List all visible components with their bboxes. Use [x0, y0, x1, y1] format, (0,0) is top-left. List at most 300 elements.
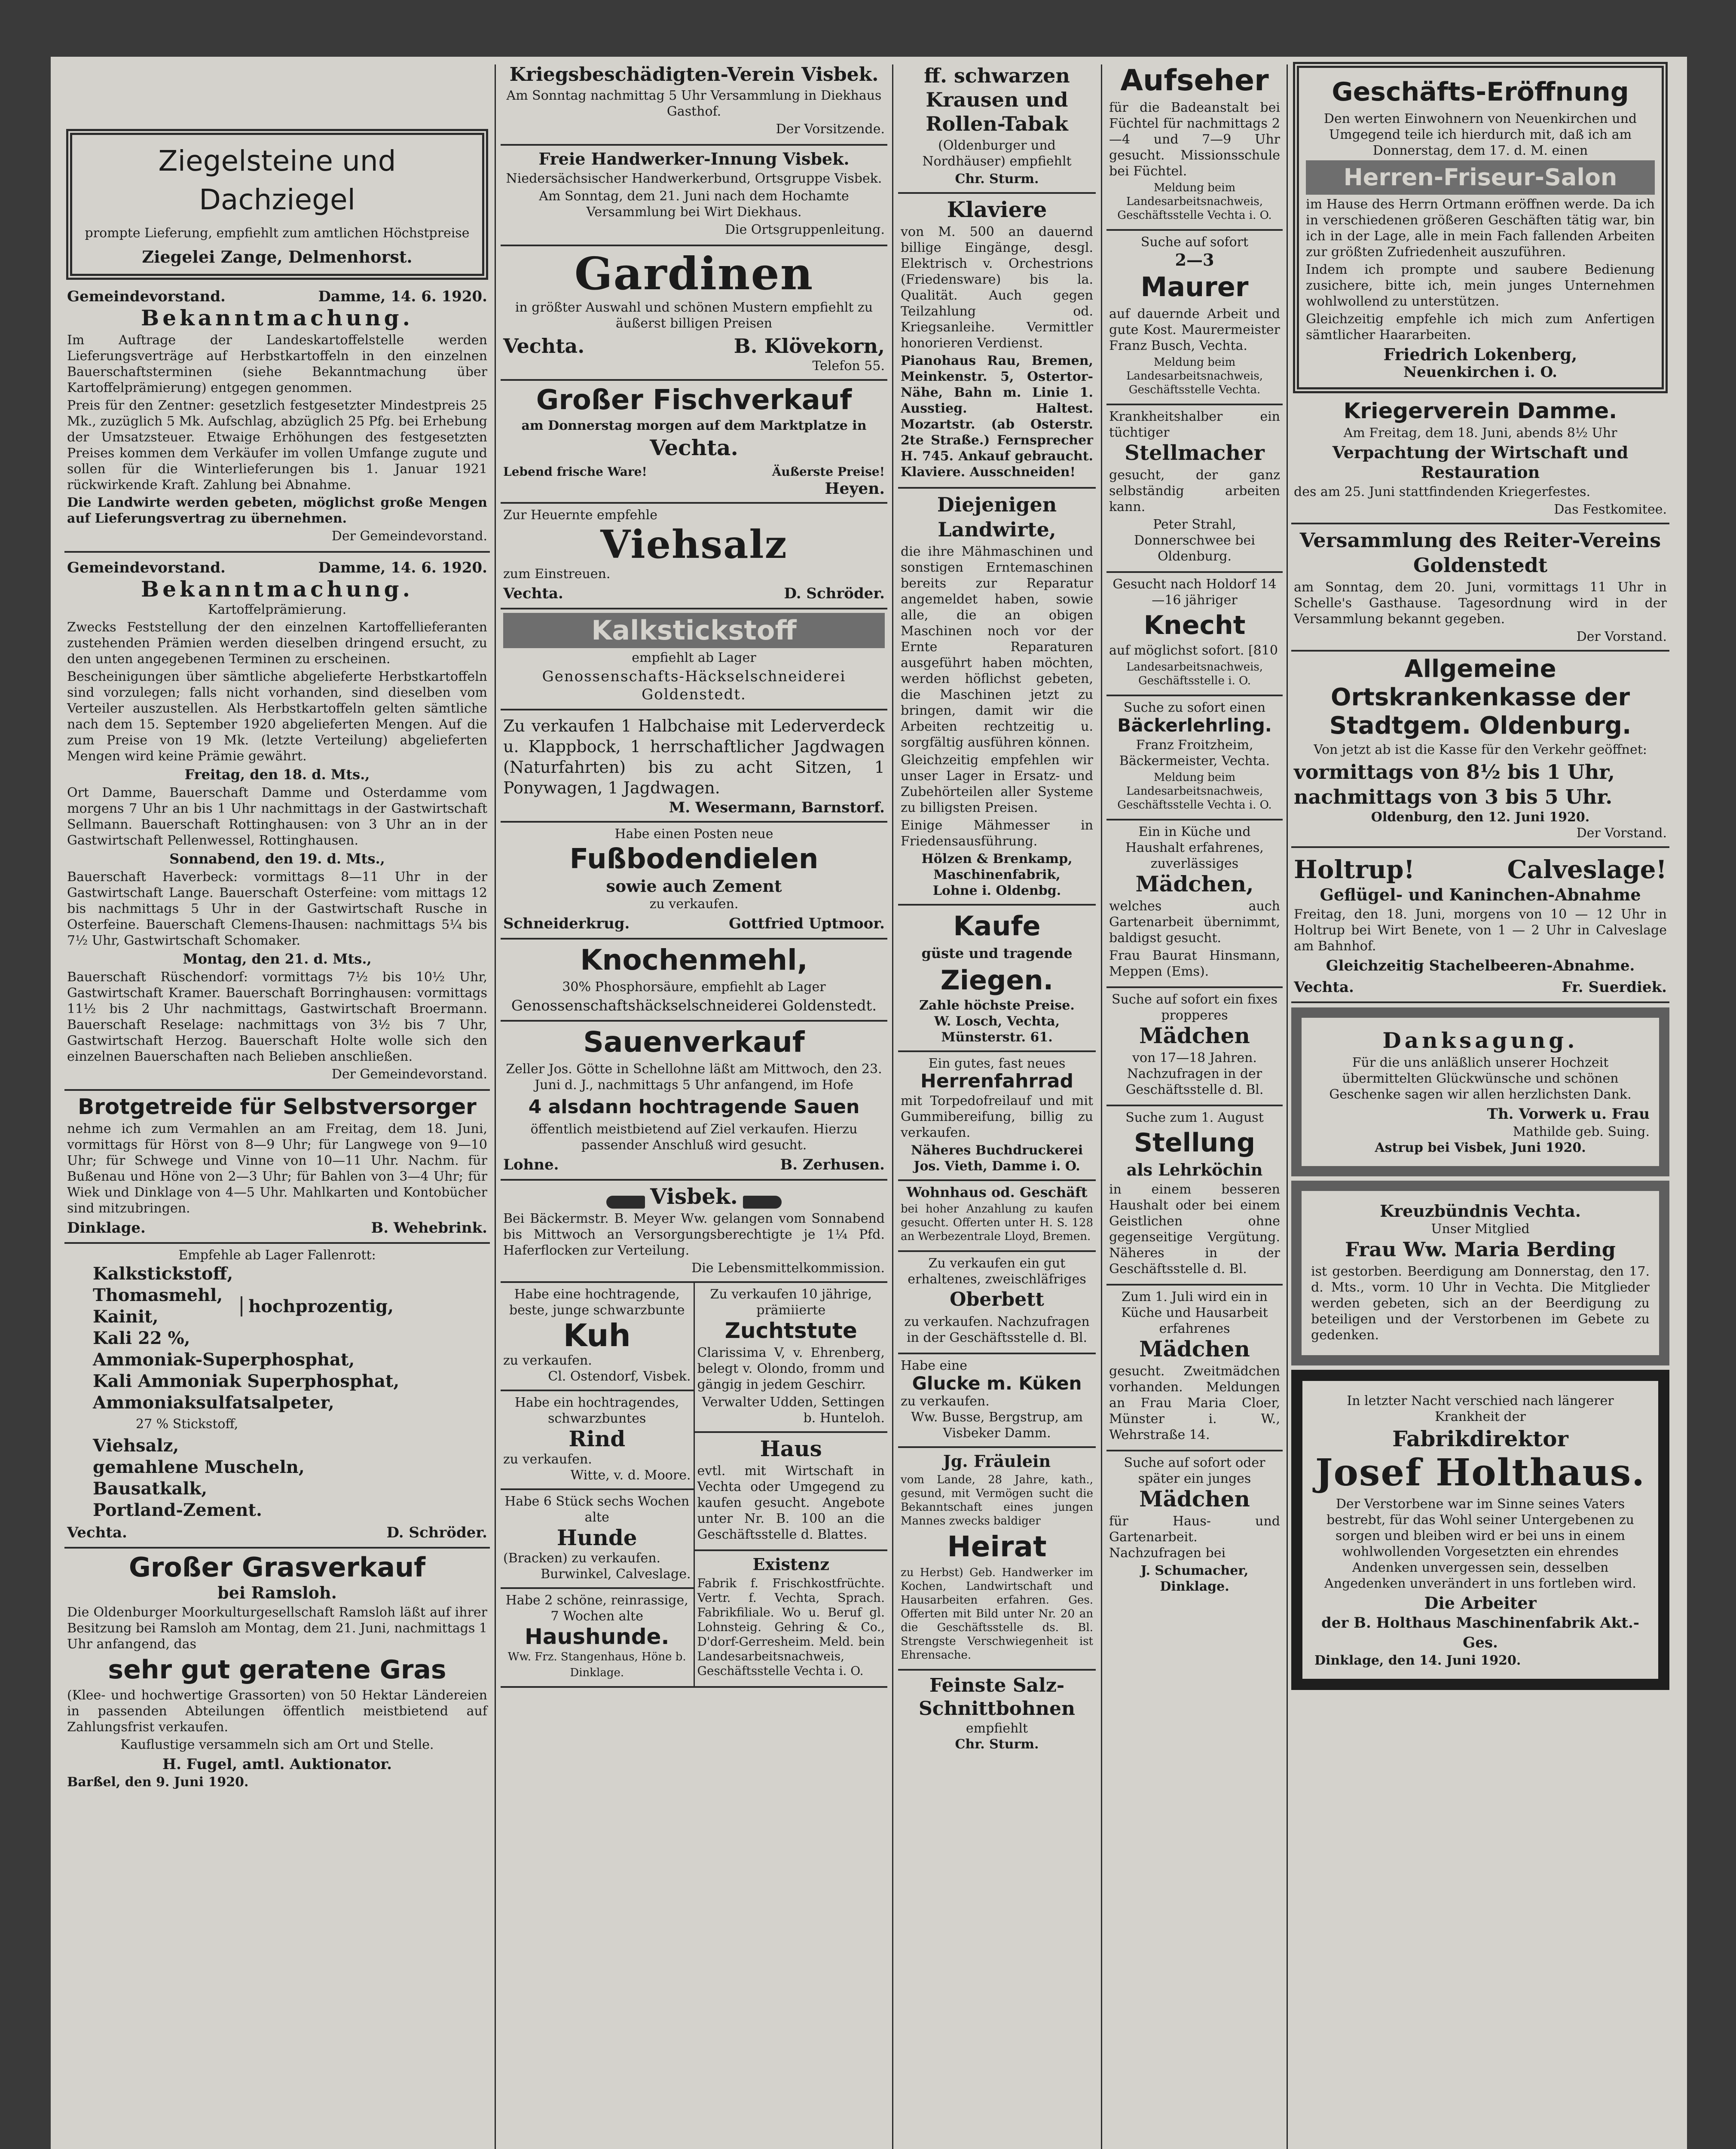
duenger-intro: Empfehle ab Lager Fallenrott: — [178, 1248, 376, 1263]
hand-title: Freie Handwerker-Innung Visbek. — [538, 149, 850, 168]
gras-firm: H. Fugel, amtl. Auktionator. — [162, 1756, 392, 1773]
zucht-sign: Verwalter Udden, Settingen b. Hunteloh. — [702, 1395, 885, 1426]
ad-wohnhaus — [898, 1181, 1096, 1252]
fuss-sub: sowie auch Zement — [606, 876, 782, 896]
wohn-text: bei hoher Anzahlung zu kaufen gesucht. Offerten unter H. S. 128 an Werbezentrale Lloyd, Bremen. — [901, 1203, 1093, 1243]
dank-text: Für die uns anläßlich unserer Hochzeit übermittelten Glückwünsche und schönen Geschenke sagen wir allen herzlichsten Dank. — [1329, 1055, 1632, 1102]
bek2-d1: Freitag, den 18. d. Mts., — [184, 766, 370, 783]
holt-name: Josef Holthaus. — [1315, 1451, 1646, 1494]
ad-fussbodendielen — [501, 823, 887, 940]
haush-title: Haushunde. — [525, 1624, 669, 1649]
baeck-title: Bäckerlehrling. — [1117, 715, 1272, 736]
maurer-pre: Suche auf sofort — [1140, 235, 1249, 250]
maed3-text: gesucht. Zweitmädchen vorhanden. Meldungen an Frau Maria Cloer, Münster i. W., Wehrstraße 14. — [1109, 1364, 1280, 1442]
ad-haushunde — [501, 1589, 694, 1686]
maed4-sign: J. Schumacher, Dinklage. — [1140, 1563, 1249, 1594]
landw-place: Lohne i. Oldenbg. — [932, 883, 1061, 898]
maed2-pre: Suche auf sofort ein fixes propperes — [1112, 992, 1278, 1023]
ad-tabak — [898, 60, 1096, 194]
pointing-hand-icon — [743, 1196, 782, 1209]
kreuz-name: Frau Ww. Maria Berding — [1345, 1238, 1616, 1261]
ad-aufseher — [1106, 60, 1283, 231]
holt-sign: Die Arbeiter — [1424, 1593, 1537, 1613]
friseur-text2: im Hause des Herrn Ortmann eröffnen werde. Da ich in verschiedenen größeren Geschäften tätig war, bin ich in der Lage, alle in mein Fach fallenden Arbeiten zur größten Zufriedenheit auszuführen. — [1306, 197, 1655, 260]
holt-text: Der Verstorbene war im Sinne seines Vaters bestrebt, für das Wohl seiner Untergebenen zu sorgen und bleiben wird er bei uns in einem wohlwollenden Vorgesetzten ein ehrendes Andenken unvergessen sein, desselben Angedenken unverändert in uns fortleben wird. — [1324, 1497, 1636, 1591]
heirat-pre: Jg. Fräulein — [943, 1451, 1051, 1471]
kriegerv-title: Kriegerverein Damme. — [1343, 398, 1617, 423]
rind-pre: Habe ein hochtragendes, schwarzbuntes — [514, 1395, 679, 1426]
landw-text3: Einige Mähmesser in Friedensausführung. — [901, 818, 1093, 849]
baeck-text: Franz Froitzheim, Bäckermeister, Vechta. — [1119, 738, 1270, 768]
column-rule — [892, 64, 893, 2149]
friseur-title: Geschäfts-Eröffnung — [1332, 77, 1629, 107]
kriegerv-sign: Das Festkomitee. — [1554, 502, 1667, 517]
maed3-pre: Zum 1. Juli wird ein in Küche und Hausarbeit erfahrenes — [1121, 1289, 1268, 1336]
duenger-item: Viehsalz, — [93, 1436, 179, 1456]
bek2-subtitle: Kartoffelprämierung. — [208, 602, 347, 617]
gard-left: Vechta. — [503, 334, 585, 358]
hunde-title: Hunde — [556, 1525, 637, 1550]
klav-text: von M. 500 an dauernd billige Eingänge, desgl. Elektrisch v. Orchestrions (Friedensware) bis la. Qualität. Auch gegen Teilzahlung od. Kriegsanleihe. Vermittler honorieren Verdienst. — [901, 224, 1093, 351]
krieg-title: Kriegsbeschädigten-Verein Visbek. — [509, 64, 879, 86]
maed4-title: Mädchen — [1139, 1486, 1250, 1512]
ad-schnittbohnen — [898, 1671, 1096, 1757]
kalk-text: empfiehlt ab Lager — [632, 650, 756, 665]
duenger-left: Vechta. — [67, 1524, 127, 1541]
column-5 — [1291, 60, 1669, 2149]
friseur-sign: Friedrich Lokenberg, — [1383, 345, 1577, 364]
herren-text: mit Torpedofreilauf und mit Gummibereifung, billig zu verkaufen. — [901, 1093, 1093, 1140]
kuh-sign: Cl. Ostendorf, Visbek. — [548, 1369, 691, 1384]
bek2-d3: Montag, den 21. d. Mts., — [183, 951, 372, 967]
friseur-title2: Herren-Friseur-Salon — [1306, 160, 1655, 195]
ad-maedchen-2 — [1106, 988, 1283, 1106]
ad-maedchen-3 — [1106, 1286, 1283, 1451]
gras-sub: bei Ramsloh. — [217, 1583, 337, 1602]
ad-heirat — [898, 1448, 1096, 1671]
maed2-text: von 17—18 Jahren. Nachzufragen in der Geschäftsstelle d. Bl. — [1125, 1050, 1264, 1097]
ad-reiterverein — [1291, 524, 1669, 652]
gard-tel: Telefon 55. — [812, 358, 885, 373]
bek2-d2: Sonnabend, den 19. d. Mts., — [169, 851, 385, 867]
ziegen-title: Kaufe — [953, 910, 1041, 942]
duenger-item: Portland-Zement. — [93, 1500, 262, 1520]
kuh-title: Kuh — [563, 1317, 631, 1353]
ad-viehsalz — [501, 504, 887, 609]
ad-stellung — [1106, 1106, 1283, 1286]
fisch-place: Vechta. — [650, 435, 738, 460]
maed3-title: Mädchen — [1139, 1336, 1250, 1362]
ad-zuchtstute — [695, 1283, 888, 1433]
duenger-stickstoff: 27 % Stickstoff, — [136, 1417, 238, 1432]
duenger-item: Kali 22 %, — [93, 1328, 190, 1348]
bohnen-sign: Chr. Sturm. — [955, 1737, 1039, 1752]
holtrup-right: Fr. Suerdiek. — [1562, 979, 1667, 996]
landw-title: Diejenigen Landwirte, — [937, 493, 1057, 541]
rind-sign: Witte, v. d. Moore. — [570, 1468, 691, 1483]
gard-right: B. Klövekorn, — [734, 334, 885, 358]
gras-text: Die Oldenburger Moorkulturgesellschaft Ramsloh läßt auf ihrer Besitzung bei Ramsloh am Montag, dem 21. Juni, nachmittags 1 Uhr anfangend, das — [67, 1605, 487, 1652]
ziegen-title2: Ziegen. — [940, 964, 1054, 996]
stell-sign: Peter Strahl, Donnerschwee bei Oldenburg. — [1134, 517, 1255, 564]
friseur-text4: Gleichzeitig empfehle ich mich zum Anfertigen sämtlicher Haararbeiten. — [1306, 312, 1655, 343]
knecht-sign: Landesarbeitsnachweis, Geschäftsstelle i. O. — [1126, 661, 1263, 687]
reiter-title: Versammlung des Reiter-Vereins Goldenstedt — [1299, 529, 1661, 577]
ad-baeckerlehrling — [1106, 696, 1283, 820]
sauen-text: Zeller Jos. Götte in Schellohne läßt am Mittwoch, den 23. Juni d. J., nachmittags 5 Uhr anfangend, im Hofe — [506, 1062, 882, 1093]
fuss-title: Fußbodendielen — [569, 843, 819, 875]
klav-text2: Pianohaus Rau, Bremen, Meinkenstr. 5, Ostertor-Nähe, Bahn m. Linie 1. Ausstieg. Haltest. Mozartstr. (ab Osterstr. 2te Straße.) Fernsprecher H. 745. Ankauf gebraucht. Klaviere. Ausschneiden! — [901, 353, 1093, 480]
ad-sauenverkauf — [501, 1022, 887, 1181]
hand-sign: Die Ortsgruppenleitung. — [724, 222, 885, 237]
ziegen-text: Zahle höchste Preise. — [919, 998, 1075, 1013]
gard-title: Gardinen — [574, 247, 814, 300]
rind-text: zu verkaufen. — [503, 1452, 592, 1467]
zucht-title: Zuchtstute — [724, 1318, 857, 1343]
brot-text: nehme ich zum Vermahlen an am Freitag, dem 18. Juni, vormittags für Hörst von 8—9 Uhr; für Langwege von 9—10 Uhr; für Schwege und Vinne von 10—11 Uhr. Nachm. für Bußenau und Höne von 2—3 Uhr; für Bahlen von 3—4 Uhr; für Wiek und Dinklage von 4—5 Uhr. Mahlkarten und Kontobücher sind mitzubringen. — [67, 1121, 487, 1216]
ad-kriegerverein — [1291, 395, 1669, 524]
brot-right: B. Wehebrink. — [371, 1219, 487, 1237]
ad-herrenfahrrad — [898, 1052, 1096, 1181]
kreuz-text: ist gestorben. Beerdigung am Donnerstag, den 17. d. Mts., vorm. 10 Uhr in Vechta. Die Mitglieder werden gebeten, sich an der Beerdigung zu beteiligen und der Verstorbenen im Gebete zu gedenken. — [1311, 1264, 1650, 1343]
dank-place: Astrup bei Visbek, Juni 1920. — [1375, 1140, 1586, 1155]
bohnen-title: Feinste Salz-Schnittbohnen — [919, 1675, 1075, 1720]
ober-title: Oberbett — [950, 1289, 1044, 1310]
maed4-text: für Haus- und Gartenarbeit. Nachzufragen bei — [1109, 1514, 1280, 1561]
tabak-sign: Chr. Sturm. — [955, 171, 1039, 187]
zuverk-sign: M. Wesermann, Barnstorf. — [669, 799, 885, 816]
pointing-hand-icon — [606, 1196, 645, 1209]
bek1-sign: Der Gemeindevorstand. — [331, 529, 487, 544]
dank-sign2: Mathilde geb. Suing. — [1513, 1124, 1650, 1139]
ad-zu-verkaufen-wagen — [501, 710, 887, 823]
heirat-text: vom Lande, 28 Jahre, kath., gesund, mit Vermögen sucht die Bekanntschaft eines jungen Mannes zwecks baldiger — [901, 1473, 1093, 1528]
maurer-title: Maurer — [1140, 271, 1249, 303]
bek2-p3: Ort Damme, Bauerschaft Damme und Osterdamme vom morgens 7 Uhr an bis 1 Uhr nachmittags in der Gastwirtschaft Sellmann. Bauerschaft Rottinghausen: von 3 Uhr an in der Gastwirtschaft Pellenwessel, Rottinghausen. — [67, 785, 487, 848]
bohnen-text: empfiehlt — [966, 1721, 1028, 1736]
bek2-meta-left: Gemeindevorstand. — [67, 559, 226, 576]
maurer-text: auf dauernde Arbeit und gute Kost. Maurermeister Franz Busch, Vechta. — [1109, 306, 1280, 353]
knecht-text: auf möglichst sofort. [810 — [1109, 643, 1278, 658]
fisch-title: Großer Fischverkauf — [536, 384, 852, 416]
duenger-bracket: hochprozentig, — [241, 1296, 394, 1316]
ad-ziegel — [66, 129, 488, 280]
friseur-text: Den werten Einwohnern von Neuenkirchen und Umgegend teile ich hierdurch mit, daß ich am Donnerstag, dem 17. d. M. einen — [1323, 111, 1637, 158]
stellung-sub: als Lehrköchin — [1126, 1160, 1263, 1179]
wohn-title: Wohnhaus od. Geschäft — [906, 1184, 1088, 1200]
duenger-item: Kali Ammoniak Superphosphat, — [93, 1371, 400, 1391]
stell-title: Stellmacher — [1125, 441, 1265, 465]
haus-title: Haus — [760, 1436, 822, 1461]
ziegen-sign: W. Losch, Vechta, Münsterstr. 61. — [934, 1014, 1060, 1045]
hand-text: Am Sonntag, dem 21. Juni nach dem Hochamte Versammlung bei Wirt Diekhaus. — [539, 189, 849, 220]
column-rule — [1101, 64, 1102, 2149]
duenger-right: D. Schröder. — [386, 1524, 487, 1541]
bek2-p2: Bescheinigungen über sämtliche abgelieferte Herbstkartoffeln sind vorzulegen; falls nicht vorhanden, sind dieselben vom Verteiler auszustellen. Als Herbstkartoffeln gelten sämtliche nach dem 15. September 1920 abgelieferten Mengen. Auf die zum Preise von 19 Mk. (letzte Verteilung) abgelieferten Mengen wird keine Prämie gewährt. — [67, 669, 487, 764]
bek1-p1: Im Auftrage der Landeskartoffelstelle werden Lieferungsverträge auf Herbstkartoffeln in den einzelnen Bauerschaftsterminen (siehe Bekanntmachung über Kartoffelprämierung) entgegen genommen. — [67, 333, 487, 395]
duenger-item: Ammoniak-Superphosphat, — [93, 1350, 355, 1370]
column-1 — [64, 60, 490, 2149]
holtrup-title-left: Holtrup! — [1294, 855, 1415, 884]
maed2-title: Mädchen — [1139, 1023, 1250, 1048]
ad-visbek — [501, 1181, 887, 1283]
sauen-big: 4 alsdann hochtragende Sauen — [528, 1096, 860, 1118]
bek2-meta-right: Damme, 14. 6. 1920. — [318, 559, 487, 576]
maurer-count: 2—3 — [1175, 250, 1214, 269]
ad-fischverkauf — [501, 381, 887, 504]
ziegel-title: Ziegelsteine und Dachziegel — [158, 144, 396, 216]
fuss-right: Gottfried Uptmoor. — [729, 915, 885, 932]
fisch-left: Lebend frische Ware! — [503, 465, 647, 479]
vieh-left: Vechta. — [503, 585, 563, 602]
ad-geschaeftseroeffnung — [1293, 62, 1668, 393]
stellung-text: in einem besseren Haushalt oder bei einem Geistlichen ohne gegenseitige Vergütung. Näheres in der Geschäftsstelle d. Bl. — [1109, 1182, 1280, 1277]
aok-text: Von jetzt ab ist die Kasse für den Verkehr geöffnet: — [1314, 742, 1647, 757]
reiter-sign: Der Vorstand. — [1576, 629, 1667, 644]
duenger-item: Kainit, — [93, 1307, 159, 1327]
heirat-text2: zu Herbst) Geb. Handwerker im Kochen, Landwirtschaft und Hausarbeiten erfahren. Ges. Offerten mit Bild unter Nr. 20 an die Geschäftsstelle ds. Bl. Strengste Verschwiegenheit ist Ehrensache. — [901, 1566, 1093, 1662]
knoch-firm: Genossenschaftshäckselschneiderei Goldenstedt. — [511, 997, 877, 1014]
duenger-item: Kalkstickstoff, — [93, 1264, 233, 1284]
vieh-title: Viehsalz — [600, 522, 788, 567]
stellung-title: Stellung — [1134, 1128, 1256, 1158]
maurer-sign: Meldung beim Landesarbeitsnachweis, Geschäftsstelle Vechta. — [1126, 356, 1263, 396]
dank-sign: Th. Vorwerk u. Frau — [1487, 1105, 1650, 1123]
column-4 — [1106, 60, 1283, 2149]
ziegel-firm: Ziegelei Zange, Delmenhorst. — [142, 247, 413, 266]
kalk-firm: Genossenschafts-Häckselschneiderei Goldenstedt. — [542, 668, 846, 703]
tabak-title: ff. schwarzen Krausen und Rollen-Tabak — [924, 64, 1070, 135]
fisch-text: am Donnerstag morgen auf dem Marktplatze in — [521, 418, 867, 433]
fuss-pre: Habe einen Posten neue — [614, 827, 773, 842]
gras-text2: (Klee- und hochwertige Grassorten) von 50 Hektar Ländereien in passenden Abteilungen öffentlich meistbietend auf Zahlungsfrist verkaufen. — [67, 1688, 487, 1735]
ad-haus — [695, 1433, 888, 1551]
ad-maedchen-4 — [1106, 1451, 1283, 1600]
ad-bekanntmachung-2 — [64, 553, 490, 1091]
brot-left: Dinklage. — [67, 1219, 146, 1237]
maed1-title: Mädchen, — [1135, 871, 1254, 897]
krieg-sign: Der Vorsitzende. — [776, 122, 885, 137]
bek2-p4: Bauerschaft Haverbeck: vormittags 8—11 Uhr in der Gastwirtschaft Lange. Bauerschaft Osterfeine: vom mittags 12 bis nachmittags 5 Uhr in der Gastwirtschaft Rusche in Osterfeine. Bauerschaft Clemens-Ihausen: nachmittags 5¼ bis 7½ Uhr, Gastwirtschaft Schomaker. — [67, 869, 487, 948]
hand-sub: Niedersächsischer Handwerkerbund, Ortsgruppe Visbek. — [506, 171, 882, 186]
haush-sign: Ww. Frz. Stangenhaus, Höne b. Dinklage. — [507, 1650, 686, 1679]
ad-kreuzbuendnis — [1291, 1181, 1669, 1365]
duenger-item: Thomasmehl, — [93, 1285, 223, 1305]
duenger-item: Bausatkalk, — [93, 1479, 208, 1499]
bek1-meta-right: Damme, 14. 6. 1920. — [318, 288, 487, 305]
holt-title: Fabrikdirektor — [1392, 1426, 1568, 1451]
duenger-item: Ammoniaksulfatsalpeter, — [93, 1393, 334, 1413]
ad-kuh — [501, 1283, 694, 1391]
herren-sign: Näheres Buchdruckerei Jos. Vieth, Damme i. O. — [911, 1143, 1083, 1174]
holt-sign2: der B. Holthaus Maschinenfabrik Akt.-Ges. — [1321, 1614, 1639, 1651]
ad-rind — [501, 1391, 694, 1490]
ad-knochenmehl — [501, 940, 887, 1022]
sauen-right: B. Zerhusen. — [780, 1156, 885, 1173]
landw-firm: Hölzen & Brenkamp, Maschinenfabrik, — [921, 851, 1073, 882]
sauen-text2: öffentlich meistbietend auf Ziel verkaufen. Hierzu passender Anschluß wird gesucht. — [530, 1122, 858, 1153]
ad-knecht — [1106, 573, 1283, 696]
ad-existenz — [695, 1551, 888, 1685]
holtrup-title-right: Calveslage! — [1507, 855, 1667, 884]
friseur-place: Neuenkirchen i. O. — [1403, 364, 1557, 381]
bek2-p5: Bauerschaft Rüschendorf: vormittags 7½ bis 10½ Uhr, Gastwirtschaft Kramer. Bauerschaft Borringhausen: vormittags 11½ bis 2 Uhr nachmittags, Gastwirtschaft Broermann. Bauerschaft Reselage: nachmittags von 3½ bis 7 Uhr, Gastwirtschaft Herzog. Bauerschaft Holte wolle sich den einzelnen Bauerschaften nach Belieben anschließen. — [67, 970, 487, 1064]
hunde-pre: Habe 6 Stück sechs Wochen alte — [504, 1494, 690, 1525]
maed1-sign: Frau Baurat Hinsmann, Meppen (Ems). — [1109, 948, 1280, 979]
ad-hunde — [501, 1490, 694, 1589]
glucke-pre: Habe eine — [901, 1358, 967, 1373]
zuverk-text: Zu verkaufen 1 Halbchaise mit Lederverdeck u. Klappbock, 1 herrschaftlicher Jagdwagen (Naturfahrten) bis zu acht Sitzen, 1 Ponywagen, 1 Jagdwagen. — [503, 716, 885, 797]
exist-title: Existenz — [752, 1555, 829, 1574]
vieh-right: D. Schröder. — [784, 585, 885, 602]
zucht-pre: Zu verkaufen 10 jährige, prämiierte — [710, 1287, 872, 1318]
fuss-text: zu verkaufen. — [649, 897, 739, 912]
ad-handwerker — [501, 146, 887, 246]
knoch-title: Knochenmehl, — [580, 943, 808, 977]
ad-maurer — [1106, 231, 1283, 405]
aok-date: Oldenburg, den 12. Juni 1920. — [1371, 810, 1590, 825]
ad-gardinen — [501, 246, 887, 381]
ad-brotgetreide — [64, 1091, 490, 1244]
glucke-text: zu verkaufen. — [901, 1394, 990, 1409]
fuss-left: Schneiderkrug. — [503, 915, 630, 932]
ad-oberbett — [898, 1252, 1096, 1354]
rind-title: Rind — [568, 1426, 626, 1451]
dank-title: Danksagung. — [1382, 1028, 1578, 1053]
sauen-left: Lohne. — [503, 1156, 559, 1173]
glucke-title: Glucke m. Küken — [912, 1373, 1082, 1394]
haus-text: evtl. mit Wirtschaft in Vechta oder Umgegend zu kaufen gesucht. Angebote unter Nr. B. 100 an die Geschäftsstelle d. Blattes. — [697, 1463, 885, 1542]
knecht-title: Knecht — [1143, 610, 1246, 640]
ad-kriegsbeschaedigte — [501, 60, 887, 146]
gras-title: Großer Grasverkauf — [128, 1552, 426, 1583]
maed1-pre: Ein in Küche und Haushalt erfahrenes, zuverlässiges — [1125, 824, 1264, 871]
bek1-p2: Preis für den Zentner: gesetzlich festgesetzter Mindestpreis 25 Mk., zuzüglich 5 Mk. Aufschlag, abzüglich 25 Pfg. bei Erhebung der Umsatzsteuer. Etwaige Erhöhungen des festgesetzten Preises kommen dem Verkäufer im vollen Umfange zugute und sollen für die Winterlieferungen bis 1. Januar 1921 rückwirkende Kraft. Zahlung bei Abnahme. — [67, 398, 487, 493]
kreuz-pre: Unser Mitglied — [1431, 1221, 1530, 1237]
gras-big: sehr gut geratene Gras — [108, 1655, 446, 1685]
kuh-text: zu verkaufen. — [503, 1353, 592, 1368]
holt-date: Dinklage, den 14. Juni 1920. — [1314, 1653, 1521, 1668]
ziegel-text: prompte Lieferung, empfiehlt zum amtlichen Höchstpreise — [85, 226, 470, 241]
zucht-text: Clarissima V, v. Ehrenberg, belegt v. Olondo, fromm und gängig in jedem Geschirr. — [697, 1345, 885, 1392]
ad-klaviere — [898, 194, 1096, 489]
aufs-title: Aufseher — [1120, 64, 1269, 98]
holtrup-left: Vechta. — [1294, 979, 1354, 996]
fisch-mid: Äußerste Preise! — [772, 465, 885, 479]
stell-text: gesucht, der ganz selbständig arbeiten kann. — [1109, 468, 1280, 514]
tabak-text: (Oldenburger und Nordhäuser) empfiehlt — [922, 138, 1072, 169]
aufs-sign: Meldung beim Landesarbeitsnachweis, Geschäftsstelle Vechta i. O. — [1117, 181, 1272, 222]
duenger-item: gemahlene Muscheln, — [93, 1457, 305, 1477]
holtrup-sub: Geflügel- und Kaninchen-Abnahme — [1320, 885, 1641, 904]
reiter-text: am Sonntag, dem 20. Juni, vormittags 11 Uhr in Schelle's Gasthause. Tagesordnung wird in der Versammlung bekannt gegeben. — [1294, 580, 1667, 627]
ad-glucke — [898, 1354, 1096, 1448]
ad-bekanntmachung-1 — [64, 282, 490, 553]
kuh-pre: Habe eine hochtragende, beste, junge schwarzbunte — [509, 1287, 685, 1318]
ad-holthaus — [1291, 1370, 1669, 1690]
maed4-pre: Suche auf sofort oder später ein junges — [1124, 1455, 1265, 1486]
landw-text2: Gleichzeitig empfehlen wir unser Lager in Ersatz- und Zubehörteilen aller Systeme zu billigsten Preisen. — [901, 753, 1093, 815]
brot-title: Brotgetreide für Selbstversorger — [78, 1094, 477, 1119]
ad-maedchen-1 — [1106, 820, 1283, 988]
ad-danksagung — [1291, 1007, 1669, 1176]
bek2-sign: Der Gemeindevorstand. — [331, 1067, 487, 1082]
aok-line1: vormittags von 8½ bis 1 Uhr, — [1294, 760, 1615, 784]
holtrup-text: Freitag, den 18. Juni, morgens von 10 — 12 Uhr in Holtrup bei Wirt Benete, von 1 — 2 Uhr in Calveslage am Bahnhof. — [1294, 907, 1667, 954]
visbek-sign: Die Lebensmittelkommission. — [691, 1261, 885, 1276]
krieg-text: Am Sonntag nachmittag 5 Uhr Versammlung in Diekhaus Gasthof. — [506, 88, 882, 119]
ad-holtrup — [1291, 848, 1669, 1003]
column-2 — [501, 60, 887, 2149]
knoch-text: 30% Phosphorsäure, empfiehlt ab Lager — [562, 980, 826, 995]
kalk-title: Kalkstickstoff — [503, 613, 885, 648]
bek2-p1: Zwecks Feststellung der den einzelnen Kartoffellieferanten zustehenden Prämien werden dieselben dringend ersucht, zu den unten angegebenen Terminen zu erscheinen. — [67, 620, 487, 667]
ad-grasverkauf — [64, 1549, 490, 1795]
gras-date: Barßel, den 9. Juni 1920. — [67, 1775, 249, 1790]
ad-ziegen — [898, 906, 1096, 1052]
column-rule — [495, 64, 496, 2149]
exist-text: Fabrik f. Frischkostfrüchte. Vertr. f. Vechta, Sprach. Fabrikfiliale. Wo u. Beruf gl. Lohnsteig. Gehring & Co., D'dorf-Gerresheim. Meld. bein Landesarbeitsnachweis, Geschäftsstelle Vechta i. O. — [697, 1576, 885, 1678]
aufs-text: für die Badeanstalt bei Füchtel für nachmittags 2—4 und 7—9 Uhr gesucht. Missionsschule bei Füchtel. — [1109, 100, 1280, 179]
friseur-text3: Indem ich prompte und saubere Bedienung zusichere, bitte ich, mein junges Unternehmen wohlwollend zu unterstützen. — [1306, 262, 1655, 309]
holtrup-text2: Gleichzeitig Stachelbeeren-Abnahme. — [1326, 957, 1635, 974]
kriegerv-text: Am Freitag, dem 18. Juni, abends 8½ Uhr — [1343, 426, 1617, 441]
ziegen-sub: güste und tragende — [921, 945, 1073, 961]
bek1-meta-left: Gemeindevorstand. — [67, 288, 226, 305]
bek1-p3: Die Landwirte werden gebeten, möglichst große Mengen auf Lieferungsvertrag zu übernehmen. — [67, 495, 487, 526]
visbek-title: Visbek. — [650, 1184, 738, 1209]
herren-pre: Ein gutes, fast neues — [928, 1056, 1066, 1071]
herren-title: Herrenfahrrad — [920, 1070, 1073, 1092]
kriegerv-bold: Verpachtung der Wirtschaft und Restauration — [1332, 443, 1629, 482]
klav-title: Klaviere — [947, 197, 1047, 222]
vieh-text: zum Einstreuen. — [503, 566, 611, 582]
visbek-text: Bei Bäckermstr. B. Meyer Ww. gelangen vom Sonnabend bis Mittwoch an Versorgungsberechtigte je 1¼ Pfd. Haferflocken zur Verteilung. — [503, 1211, 885, 1258]
haush-pre: Habe 2 schöne, reinrassige, 7 Wochen alte — [505, 1593, 688, 1624]
aok-line2: nachmittags von 3 bis 5 Uhr. — [1294, 785, 1613, 808]
column-rule — [1287, 64, 1288, 2149]
bek2-title: Bekanntmachung. — [141, 576, 414, 602]
gras-text3: Kauflustige versammeln sich am Ort und Stelle. — [120, 1737, 434, 1752]
maed1-text: welches auch Gartenarbeit übernimmt, baldigst gesucht. — [1109, 899, 1280, 946]
column-3 — [898, 60, 1096, 2149]
baeck-sign: Meldung beim Landesarbeitsnachweis, Geschäftsstelle Vechta i. O. — [1117, 771, 1272, 811]
heirat-title: Heirat — [947, 1530, 1047, 1563]
aok-sign: Der Vorstand. — [1576, 826, 1667, 841]
stell-pre: Krankheitshalber ein tüchtiger — [1109, 409, 1280, 440]
kriegerv-text2: des am 25. Juni stattfindenden Kriegerfestes. — [1294, 484, 1591, 499]
ober-pre: Zu verkaufen ein gut erhaltenes, zweischläfriges — [908, 1256, 1086, 1287]
glucke-sign: Ww. Busse, Bergstrup, am Visbeker Damm. — [911, 1410, 1083, 1441]
hunde-text: (Bracken) zu verkaufen. — [503, 1551, 661, 1566]
ober-text: zu verkaufen. Nachzufragen in der Geschäftsstelle d. Bl. — [904, 1314, 1090, 1345]
stellung-pre: Suche zum 1. August — [1125, 1110, 1264, 1125]
vieh-pre: Zur Heuernte empfehle — [503, 508, 657, 523]
ad-landwirte — [898, 489, 1096, 906]
knecht-pre: Gesucht nach Holdorf 14—16 jähriger — [1113, 577, 1277, 608]
ad-kalkstickstoff — [501, 609, 887, 710]
baeck-pre: Suche zu sofort einen — [1123, 700, 1266, 715]
bek1-title: Bekanntmachung. — [141, 305, 414, 331]
gard-text: in größter Auswahl und schönen Mustern empfiehlt zu äußerst billigen Preisen — [515, 300, 873, 331]
hunde-sign: Burwinkel, Calveslage. — [541, 1567, 691, 1582]
ad-stellmacher — [1106, 405, 1283, 573]
aok-title: Allgemeine Ortskrankenkasse der Stadtgem. Oldenburg. — [1329, 655, 1632, 740]
ad-ortskrankenkasse — [1291, 652, 1669, 848]
holt-pre: In letzter Nacht verschied nach längerer Krankheit der — [1347, 1393, 1614, 1424]
kreuz-title: Kreuzbündnis Vechta. — [1380, 1201, 1581, 1221]
landw-text: die ihre Mähmaschinen und sonstigen Erntemaschinen bereits zur Reparatur angemeldet haben, sowie alle, die an obigen Maschinen noch vor der Ernte Reparaturen ausgeführt haben möchten, werden höflichst gebeten, die Maschinen jetzt zu bringen, damit wir die Arbeiten rechtzeitig u. sorgfältig ausführen können. — [901, 544, 1093, 750]
